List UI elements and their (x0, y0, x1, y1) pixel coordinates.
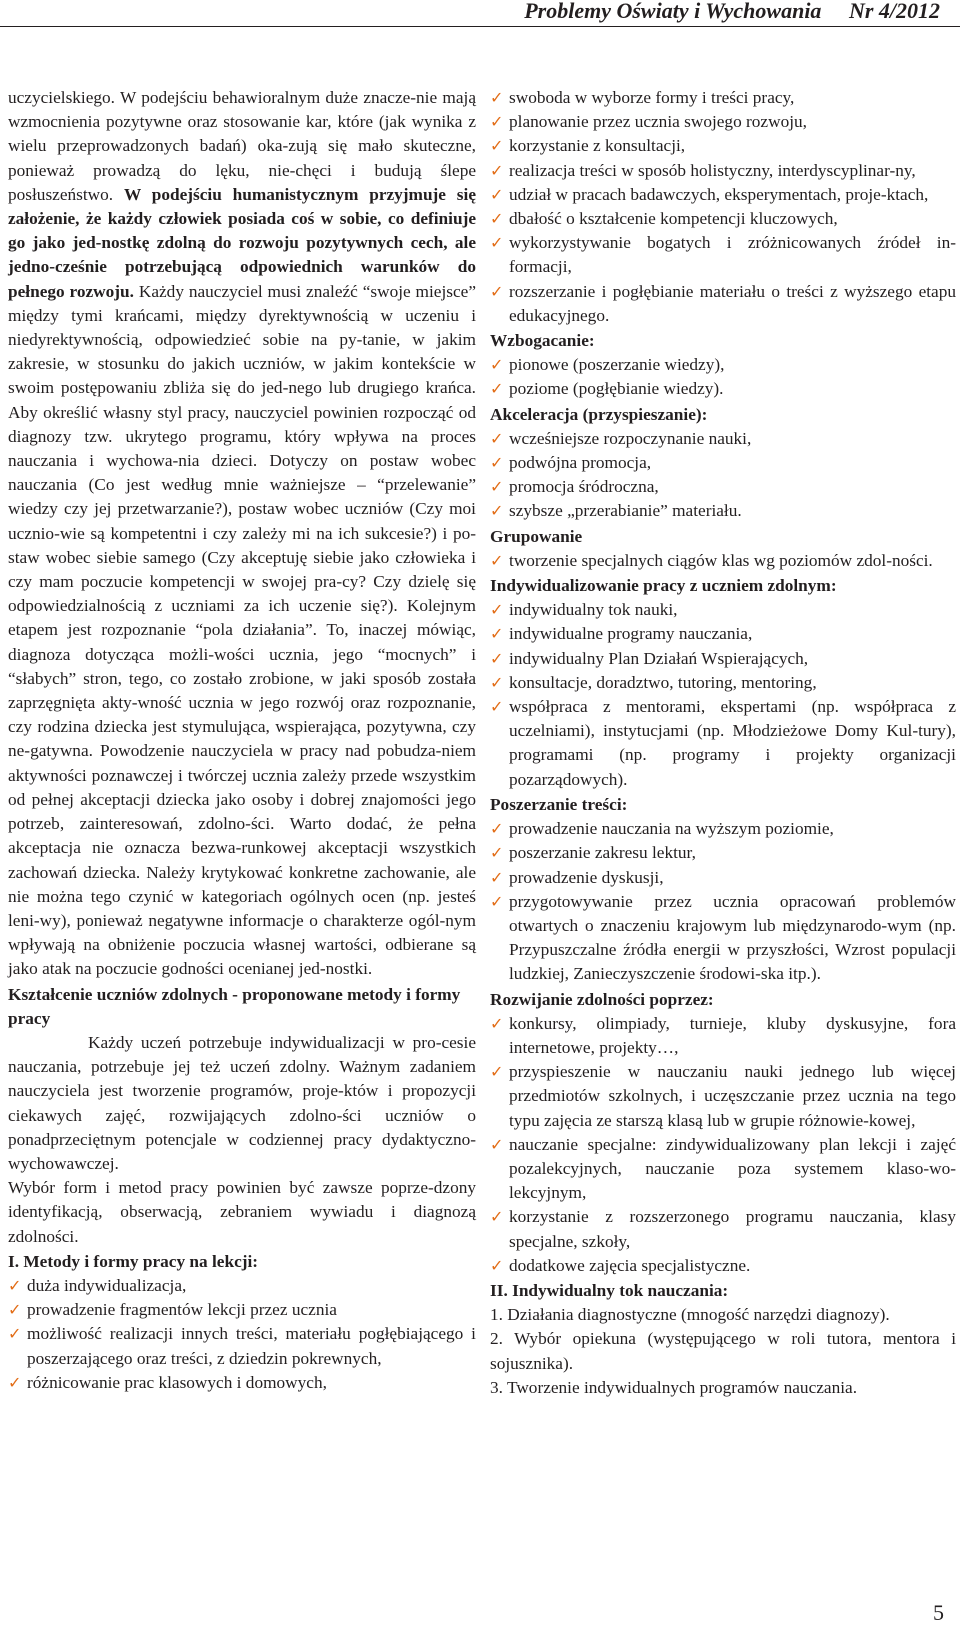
check-icon: ✓ (490, 697, 504, 717)
list-item (490, 598, 956, 622)
list-grupowanie (490, 549, 956, 573)
list-item-text: promocja śródroczna, (509, 477, 659, 497)
list-item (490, 549, 956, 573)
list-poszerzanie (490, 817, 956, 986)
check-icon: ✓ (490, 428, 504, 448)
section-heading: Kształcenie uczniów zdolnych - proponowane metody i formy pracy (8, 984, 461, 1028)
list-item (490, 427, 956, 451)
check-icon: ✓ (490, 600, 504, 620)
check-icon: ✓ (8, 1324, 22, 1344)
list-item-text: swoboda w wyborze formy i treści pracy, (509, 88, 795, 107)
list-item (490, 1205, 956, 1253)
check-icon: ✓ (490, 891, 504, 911)
list-item (490, 695, 956, 792)
list-akceleracja (490, 427, 956, 524)
paragraph-2: Każdy uczeń potrzebuje indywidualizacji w pro-cesie nauczania, potrzebuje jej też uczeń zdolny. Ważnym zadaniem nauczyciela jest tworzenie programów, proje-któw i propozycji ciekawych zajęć, rozwijających zdolno-ści uczniów o ponadprzeciętnym potencjale w codziennej pracy dydaktyczno-wychowawczej. (8, 1032, 476, 1173)
list-rozwijanie (490, 1012, 956, 1278)
list-item-text: nauczanie specjalne: zindywidualizowany plan lekcji i zajęć pozalekcyjnych, nauczanie poza systemem klaso-wo-lekcyjnym, (509, 1134, 956, 1203)
list-item-text: prowadzenie nauczania na wyższym poziomie, (509, 819, 834, 839)
list-item (490, 451, 956, 475)
check-icon: ✓ (490, 648, 504, 668)
list-item (490, 207, 956, 231)
list-item (490, 671, 956, 695)
heading-methods-lesson: I. Metody i formy pracy na lekcji: (8, 1251, 259, 1271)
intro-plain-text: uczycielskiego. W podejściu behawioralnym duże znacze-nie mają wzmocnienia pozytywne oraz stosowanie kar, które (jak wynika z wielu przeprowadzonych badań) oka-zują się mało skuteczne, ponieważ prowadzą do lęku, nie-chęci i budują ślepe posłuszeństwo. (8, 88, 476, 204)
check-icon: ✓ (8, 1372, 22, 1392)
list-item (490, 475, 956, 499)
check-icon: ✓ (490, 160, 504, 180)
list-item (490, 866, 956, 890)
check-icon: ✓ (490, 843, 504, 863)
list-item (490, 377, 956, 401)
issue-number: Nr 4/2012 (848, 0, 940, 23)
check-icon: ✓ (490, 867, 504, 887)
right-column (490, 86, 956, 1400)
left-column (8, 86, 476, 1395)
list-wzbogacanie (490, 353, 956, 401)
page-header (0, 0, 960, 27)
list-indywidualizowanie (490, 598, 956, 792)
list-item (490, 1133, 956, 1206)
list-item (490, 110, 956, 134)
list-item-text: prowadzenie fragmentów lekcji przez ucznia (27, 1300, 337, 1320)
list-item-text: przygotowywanie przez ucznia opracowań problemów otwartych o znaczeniu krajowym lub międzynarodo-wym (np. Przypuszczalne źródła energii w przyszłości, Wzrost populacji ludzkiej, Zanieczyszczenie środowi-ska itp.). (509, 891, 956, 984)
list-item-text: duża indywidualizacja, (27, 1275, 187, 1295)
check-icon: ✓ (490, 355, 504, 375)
heading-akceleracja: Akceleracja (przyspieszanie): (490, 404, 708, 424)
list-item (490, 159, 956, 183)
list-item (490, 1254, 956, 1278)
check-icon: ✓ (490, 209, 504, 229)
list-item (8, 1298, 476, 1322)
numbered-item: 3. Tworzenie indywidualnych programów nauczania. (490, 1377, 858, 1397)
check-icon: ✓ (490, 379, 504, 399)
list-item-text: tworzenie specjalnych ciągów klas wg poziomów zdol-ności. (509, 550, 933, 570)
list-item-text: konkursy, olimpiady, turnieje, kluby dyskusyjne, fora internetowe, projekty…, (509, 1013, 956, 1057)
check-icon: ✓ (490, 550, 504, 570)
numbered-item: 1. Działania diagnostyczne (mnogość narzędzi diagnozy). (490, 1305, 890, 1325)
list-item-text: indywidualny tok nauki, (509, 600, 678, 620)
list-item (490, 231, 956, 279)
list-item-text: podwójna promocja, (509, 453, 652, 473)
list-item-text: konsultacje, doradztwo, tutoring, mentoring, (509, 672, 817, 692)
check-icon: ✓ (490, 624, 504, 644)
check-icon: ✓ (490, 1207, 504, 1227)
intro-paragraph (8, 86, 476, 982)
check-icon: ✓ (490, 136, 504, 156)
list-item-text: poszerzanie zakresu lektur, (509, 843, 696, 863)
check-icon: ✓ (490, 819, 504, 839)
check-icon: ✓ (490, 1062, 504, 1082)
check-icon: ✓ (490, 88, 504, 107)
check-icon: ✓ (490, 1255, 504, 1275)
list-item-text: dbałość o kształcenie kompetencji kluczowych, (509, 209, 838, 229)
heading-poszerzanie: Poszerzanie treści: (490, 794, 628, 814)
check-icon: ✓ (490, 453, 504, 473)
list-item-text: poziome (pogłębianie wiedzy). (509, 379, 724, 399)
check-icon: ✓ (490, 281, 504, 301)
check-icon: ✓ (8, 1275, 22, 1295)
list-methods-lesson (8, 1274, 476, 1395)
heading-indywidualizowanie: Indywidualizowanie pracy z uczniem zdolnym: (490, 576, 837, 596)
list-individual-track (490, 1303, 956, 1400)
list-item (490, 817, 956, 841)
list-item-text: dodatkowe zajęcia specjalistyczne. (509, 1255, 751, 1275)
list-item-text: indywidualny Plan Działań Wspierających, (509, 648, 809, 668)
check-icon: ✓ (490, 112, 504, 132)
list-item-text: możliwość realizacji innych treści, materiału pogłębiającego i poszerzającego oraz treści, z dziedzin pokrewnych, (27, 1324, 476, 1368)
list-item (490, 499, 956, 523)
list-item-text: rozszerzanie i pogłębianie materiału o treści z wyższego etapu edukacyjnego. (509, 281, 956, 325)
intro-rest-text: Każdy nauczyciel musi znaleźć “swoje miejsce” między tymi krańcami, między dyrektywnością w uczeniu i niedyrektywnością, odpowiedzieć sobie na py-tanie, w jakim zakresie, w stosunku do jakich uczniów, w jakim kontekście w swoim postępowaniu zbliża się do jed-nego lub drugiego krańca. Aby określić własny styl pracy, nauczyciel powinien rozpocząć od diagnozy tzw. ukrytego programu, który wpływa na proces nauczania i wychowa-nia dzieci. Dotyczy on postaw wobec nauczania (Co jest według mnie ważniejsze – “przelewanie” wiedzy czy jej przetwarzanie?), postaw wobec uczniów (Czy moi ucznio-wie są kompetentni i czy zależy mi na ich sukcesie?) i po-staw wobec siebie samego (Czy akceptuję siebie jako człowieka i czy mam poczucie kompetencji w swojej pra-cy? Czy dzielę się odpowiedzialnością z uczniami za ich uczenie się?). Kolejnym etapem jest rozpoznanie “pola działania”. To, inaczej mówiąc, diagnoza dotycząca możli-wości ucznia, jego “mocnych” i “słabych” stron, tego, co zostało zrobione, w jaki sposób została zaprzęgnięta akty-wność ucznia w jego rozwój oraz rozpoznanie, czy rodzina dziecka jest stymulująca, wspierająca, pozytywna, czy ne-gatywna. Powodzenie nauczyciela w pracy nad pobudza-niem aktywności poznawczej i twórczej ucznia zależy przede wszystkim od pełnej akceptacji dziecka jako osoby i dobrej znajomości jego potrzeb, zainteresowań, zdolno-ści. Warto dodać, że pełna akceptacja nie oznacza bezwa-runkowej akceptacji wszystkich zachowań dziecka. Należy krytykować konkretne zachowanie, ale nie można tego czynić w kategoriach ogólnych ocen (np. jesteś leni-wy), ponieważ negatywne informacje o charakterze ogól-nym wpływają na obniżenie poczucia własnej wartości, odbierane są jako atak na poczucie godności ocenianej jed-nostki. (8, 281, 476, 979)
list-item-text: korzystanie z rozszerzonego programu nauczania, klasy specjalne, szkoły, (509, 1207, 956, 1251)
list-item-text: szybsze „przerabianie” materiału. (509, 501, 742, 521)
check-icon: ✓ (490, 184, 504, 204)
page-number: 5 (933, 1600, 944, 1625)
list-item (490, 647, 956, 671)
list-item (490, 86, 956, 110)
list-item (490, 134, 956, 158)
intro-bold-text: W podejściu humanistycznym przyjmuje się założenie, że każdy człowiek posiada coś w sobie, co definiuje go jako jed-nostkę zdolną do rozwoju pozytywnych cech, ale jedno-cześnie potrzebującą odpowiednich warunków do pełnego rozwoju. (8, 184, 476, 301)
list-item-text: wcześniejsze rozpoczynanie nauki, (509, 428, 752, 448)
list-item-text: realizacja treści w sposób holistyczny, interdyscyplinar-ny, (509, 160, 916, 180)
check-icon: ✓ (8, 1300, 22, 1320)
check-icon: ✓ (490, 233, 504, 253)
list-item (490, 622, 956, 646)
list-item-text: przyspieszenie w nauczaniu nauki jednego lub więcej przedmiotów szkolnych, i uczęszczanie przez ucznia na tego typu zajęcia ze starszą klasą lub w grupie różnowie-kowej, (509, 1062, 956, 1130)
list-item-text: korzystanie z konsultacji, (509, 136, 686, 156)
journal-name: Problemy Oświaty i Wychowania (524, 0, 822, 23)
list-item-text: współpraca z mentorami, ekspertami (np. współpraca z uczelniami), instytucjami (np. Młodzieżowe Domy Kul-tury), programami (np. programy i projekty organizacji pozarządowych). (509, 697, 956, 789)
list-item-text: różnicowanie prac klasowych i domowych, (27, 1372, 327, 1392)
list-item (490, 1012, 956, 1060)
list-item (490, 1060, 956, 1133)
check-icon: ✓ (490, 501, 504, 521)
check-icon: ✓ (490, 477, 504, 497)
check-icon: ✓ (490, 1134, 504, 1154)
list-top (490, 86, 956, 328)
heading-wzbogacanie: Wzbogacanie: (490, 331, 595, 351)
paragraph-3: Wybór form i metod pracy powinien być zawsze poprze-dzony identyfikacją, obserwacją, zebraniem wywiadu i diagnozą zdolności. (8, 1178, 476, 1246)
list-item (490, 890, 956, 987)
heading-rozwijanie: Rozwijanie zdolności poprzez: (490, 989, 714, 1009)
check-icon: ✓ (490, 672, 504, 692)
list-item (490, 280, 956, 328)
list-item-text: planowanie przez ucznia swojego rozwoju, (509, 112, 807, 132)
check-icon: ✓ (490, 1013, 504, 1033)
journal-title (524, 0, 940, 24)
list-item-text: prowadzenie dyskusji, (509, 867, 664, 887)
list-item-text: indywidualne programy nauczania, (509, 624, 753, 644)
list-item-text: pionowe (poszerzanie wiedzy), (509, 355, 725, 375)
list-item (490, 353, 956, 377)
list-item (490, 841, 956, 865)
list-item (8, 1371, 476, 1395)
list-item-text: udział w pracach badawczych, eksperymentach, proje-ktach, (509, 184, 929, 204)
heading-grupowanie: Grupowanie (490, 526, 583, 546)
list-item (8, 1322, 476, 1370)
heading-individual-track: II. Indywidualny tok nauczania: (490, 1280, 729, 1300)
list-item-text: wykorzystywanie bogatych i zróżnicowanych źródeł in-formacji, (509, 233, 956, 277)
list-item (490, 183, 956, 207)
numbered-item: 2. Wybór opiekuna (występującego w roli tutora, mentora i sojusznika). (490, 1329, 956, 1373)
list-item (8, 1274, 476, 1298)
